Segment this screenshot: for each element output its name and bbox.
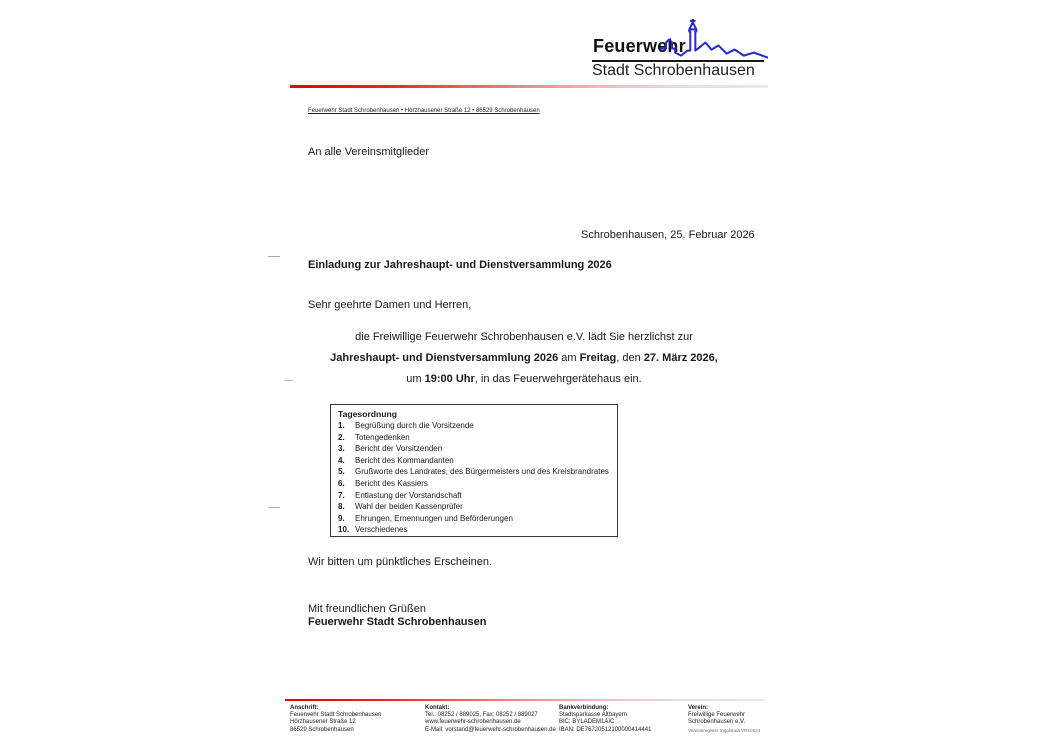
fold-mark-top <box>268 256 280 257</box>
agenda-item <box>338 466 609 478</box>
logo-title: Feuerwehr <box>593 36 686 56</box>
subject-line: Einladung zur Jahreshaupt- und Dienstversammlung 2026 <box>308 259 612 271</box>
agenda-item-text: Wahl der beiden Kassenprüfer <box>355 502 463 512</box>
invitation-line-2-mid2: , den <box>616 352 644 364</box>
recipient-line: An alle Vereinsmitglieder <box>308 146 430 158</box>
invitation-paragraph <box>308 327 740 390</box>
agenda-item <box>338 420 609 432</box>
agenda-item <box>338 524 609 536</box>
invitation-time: 19:00 Uhr <box>424 373 475 385</box>
invitation-line-2-mid1: am <box>558 352 580 364</box>
footer-line: Schrobenhausen e.V. <box>688 719 746 726</box>
invitation-line-2 <box>308 348 740 369</box>
footer-accent-rule <box>285 699 765 701</box>
agenda-item-number: 2. <box>338 432 345 442</box>
agenda-item-number: 9. <box>338 513 345 523</box>
invitation-date: 27. März 2026, <box>643 352 718 364</box>
footer-line-bank-name: Stadtsparkasse Altbayern <box>559 712 628 719</box>
agenda-item <box>338 443 609 455</box>
footer-column-anschrift <box>290 705 420 734</box>
agenda-item <box>338 478 609 490</box>
agenda-item-number: 5. <box>338 467 345 477</box>
header-accent-rule <box>290 85 768 88</box>
agenda-item-text: Bericht der Vorsitzenden <box>355 444 443 454</box>
fold-mark-middle <box>284 380 293 381</box>
agenda-item-text: Ehrungen, Ernennungen und Beförderungen <box>355 513 513 523</box>
punctuality-note: Wir bitten um pünktliches Erscheinen. <box>308 556 493 568</box>
agenda-item-text: Entlastung der Vorstandschaft <box>355 490 462 500</box>
footer-line-iban: IBAN: DE76720512100000414441 <box>559 726 652 733</box>
invitation-line-3-post: , in das Feuerwehrgerätehaus ein. <box>474 373 642 385</box>
invitation-line-3-pre: um <box>406 373 425 385</box>
footer-line-website: www.feuerwehr-schrobenhausen.de <box>425 719 521 726</box>
footer-register-line: Vereinsregister Ingolstadt VR10524 <box>688 727 761 733</box>
agenda-item-number: 1. <box>338 421 345 430</box>
agenda-item-number: 8. <box>338 502 345 512</box>
footer-column-kontakt <box>425 705 557 734</box>
agenda-item <box>338 455 609 467</box>
agenda-item-text: Begrüßung durch die Vorsitzende <box>355 421 474 430</box>
footer-column-title: Anschrift: <box>290 705 319 711</box>
invitation-line-3 <box>308 369 740 390</box>
footer-line: Hörzhausener Straße 12 <box>290 719 356 726</box>
date-line: Schrobenhausen, 25. Februar 2026 <box>581 229 755 241</box>
agenda-item-text: Bericht des Kommandanten <box>355 455 454 465</box>
sender-address-line: Feuerwehr Stadt Schrobenhausen • Hörzhausener Straße 12 • 86529 Schrobenhausen <box>308 108 540 114</box>
invitation-event-name: Jahreshaupt- und Dienstversammlung 2026 <box>330 352 559 364</box>
footer-line-bic: BIC: BYLADEM1AIC <box>559 719 615 726</box>
closing-block <box>308 603 486 629</box>
salutation: Sehr geehrte Damen und Herren, <box>308 299 472 311</box>
agenda-item-text: Bericht des Kassiers <box>355 478 428 488</box>
fold-mark-bottom <box>268 507 280 508</box>
town-skyline-icon <box>660 19 768 62</box>
agenda-item-text: Grußworte des Landrates, des Bürgermeisters und des Kreisbrandrates <box>355 467 609 477</box>
agenda-item <box>338 513 609 525</box>
agenda-item-text: Totengedenken <box>355 432 410 442</box>
closing-salutation: Mit freundlichen Grüßen <box>308 603 426 615</box>
footer-column-title: Bankverbindung: <box>559 705 609 711</box>
closing-signature: Feuerwehr Stadt Schrobenhausen <box>308 616 487 628</box>
agenda-item-number: 7. <box>338 490 345 500</box>
footer-column-title: Kontakt: <box>425 705 450 711</box>
footer-line: 86529 Schrobenhausen <box>290 726 354 733</box>
agenda-item <box>338 501 609 513</box>
invitation-weekday: Freitag <box>579 352 617 364</box>
footer-column-verein <box>688 705 768 733</box>
agenda-item-number: 6. <box>338 478 345 488</box>
agenda-item-number: 10. <box>338 525 350 535</box>
agenda-item-number: 3. <box>338 444 345 454</box>
agenda-item-number: 4. <box>338 455 345 465</box>
footer-line: Freiwillige Feuerwehr <box>688 712 746 719</box>
footer-line: Feuerwehr Stadt Schrobenhausen <box>290 712 382 719</box>
agenda-title: Tagesordnung <box>338 409 398 419</box>
agenda-item-text: Verschiedenes <box>355 525 408 535</box>
footer-line-email: E-Mail: vorstand@feuerwehr-schrobenhausen.de <box>425 726 556 733</box>
agenda-box <box>330 404 618 537</box>
agenda-item <box>338 432 609 444</box>
footer-line-phone: Tel.: 08252 / 889025, Fax: 08252 / 889027 <box>425 712 538 719</box>
footer-column-title: Verein: <box>688 705 709 711</box>
footer-column-bank <box>559 705 685 734</box>
invitation-line-1: die Freiwillige Feuerwehr Schrobenhausen e.V. lädt Sie herzlichst zur <box>355 331 693 343</box>
agenda-item <box>338 490 609 502</box>
logo-subtitle: Stadt Schrobenhausen <box>592 62 755 79</box>
